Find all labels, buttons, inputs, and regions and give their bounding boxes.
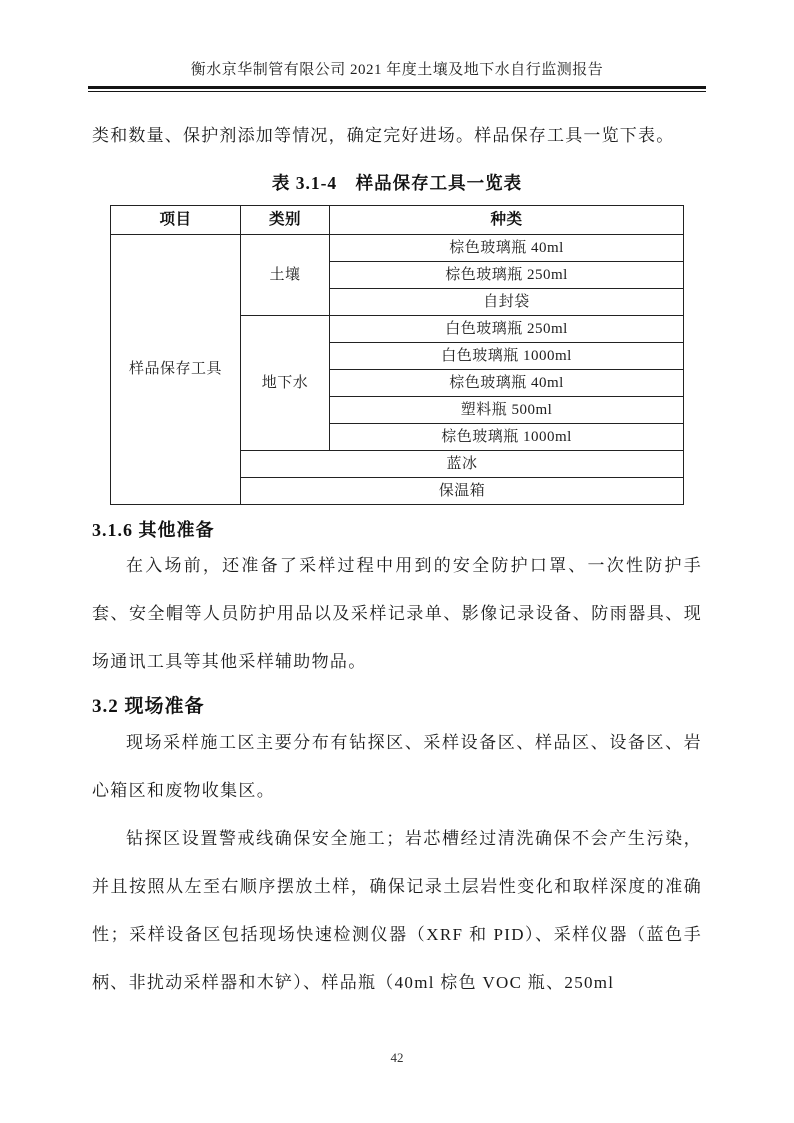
header-divider <box>88 86 706 92</box>
full-width-cell-blue-ice: 蓝冰 <box>241 451 684 478</box>
project-cell: 样品保存工具 <box>111 235 241 505</box>
page-header-title: 衡水京华制管有限公司 2021 年度土壤及地下水自行监测报告 <box>190 62 604 78</box>
table-caption: 表 3.1-4 样品保存工具一览表 <box>271 173 523 193</box>
category-cell-soil: 土壤 <box>241 235 330 316</box>
kind-cell: 棕色玻璃瓶 40ml <box>330 370 684 397</box>
kind-cell: 白色玻璃瓶 250ml <box>330 316 684 343</box>
sample-preservation-table <box>110 205 684 505</box>
column-header-category: 类别 <box>241 206 330 235</box>
kind-cell: 棕色玻璃瓶 40ml <box>330 235 684 262</box>
full-width-cell-cooler-box: 保温箱 <box>241 478 684 505</box>
kind-cell: 塑料瓶 500ml <box>330 397 684 424</box>
column-header-project: 项目 <box>111 206 241 235</box>
table-row <box>111 235 684 262</box>
intro-paragraph: 类和数量、保护剂添加等情况，确定完好进场。样品保存工具一览下表。 <box>92 126 675 145</box>
section-heading-3-2: 3.2 现场准备 <box>92 696 205 717</box>
column-header-kind: 种类 <box>330 206 684 235</box>
kind-cell: 自封袋 <box>330 289 684 316</box>
table-header-row <box>111 206 684 235</box>
section-3-2-paragraph-1: 现场采样施工区主要分布有钻探区、采样设备区、样品区、设备区、岩心箱区和废物收集区。 <box>92 733 702 800</box>
page-content <box>0 122 794 1007</box>
kind-cell: 白色玻璃瓶 1000ml <box>330 343 684 370</box>
section-heading-3-1-6: 3.1.6 其他准备 <box>92 520 215 540</box>
kind-cell: 棕色玻璃瓶 250ml <box>330 262 684 289</box>
category-cell-groundwater: 地下水 <box>241 316 330 451</box>
section-3-2-paragraph-2: 钻探区设置警戒线确保安全施工；岩芯槽经过清洗确保不会产生污染，并且按照从左至右顺序摆放土样，确保记录土层岩性变化和取样深度的准确性；采样设备区包括现场快速检测仪器（XRF 和 PID）、采样仪器（蓝色手柄、非扰动采样器和木铲）、样品瓶（40ml 棕色 VOC 瓶、250ml <box>92 829 702 992</box>
page-number: 42 <box>390 1050 404 1065</box>
kind-cell: 棕色玻璃瓶 1000ml <box>330 424 684 451</box>
section-3-1-6-paragraph: 在入场前，还准备了采样过程中用到的安全防护口罩、一次性防护手套、安全帽等人员防护用品以及采样记录单、影像记录设备、防雨器具、现场通讯工具等其他采样辅助物品。 <box>92 556 702 671</box>
